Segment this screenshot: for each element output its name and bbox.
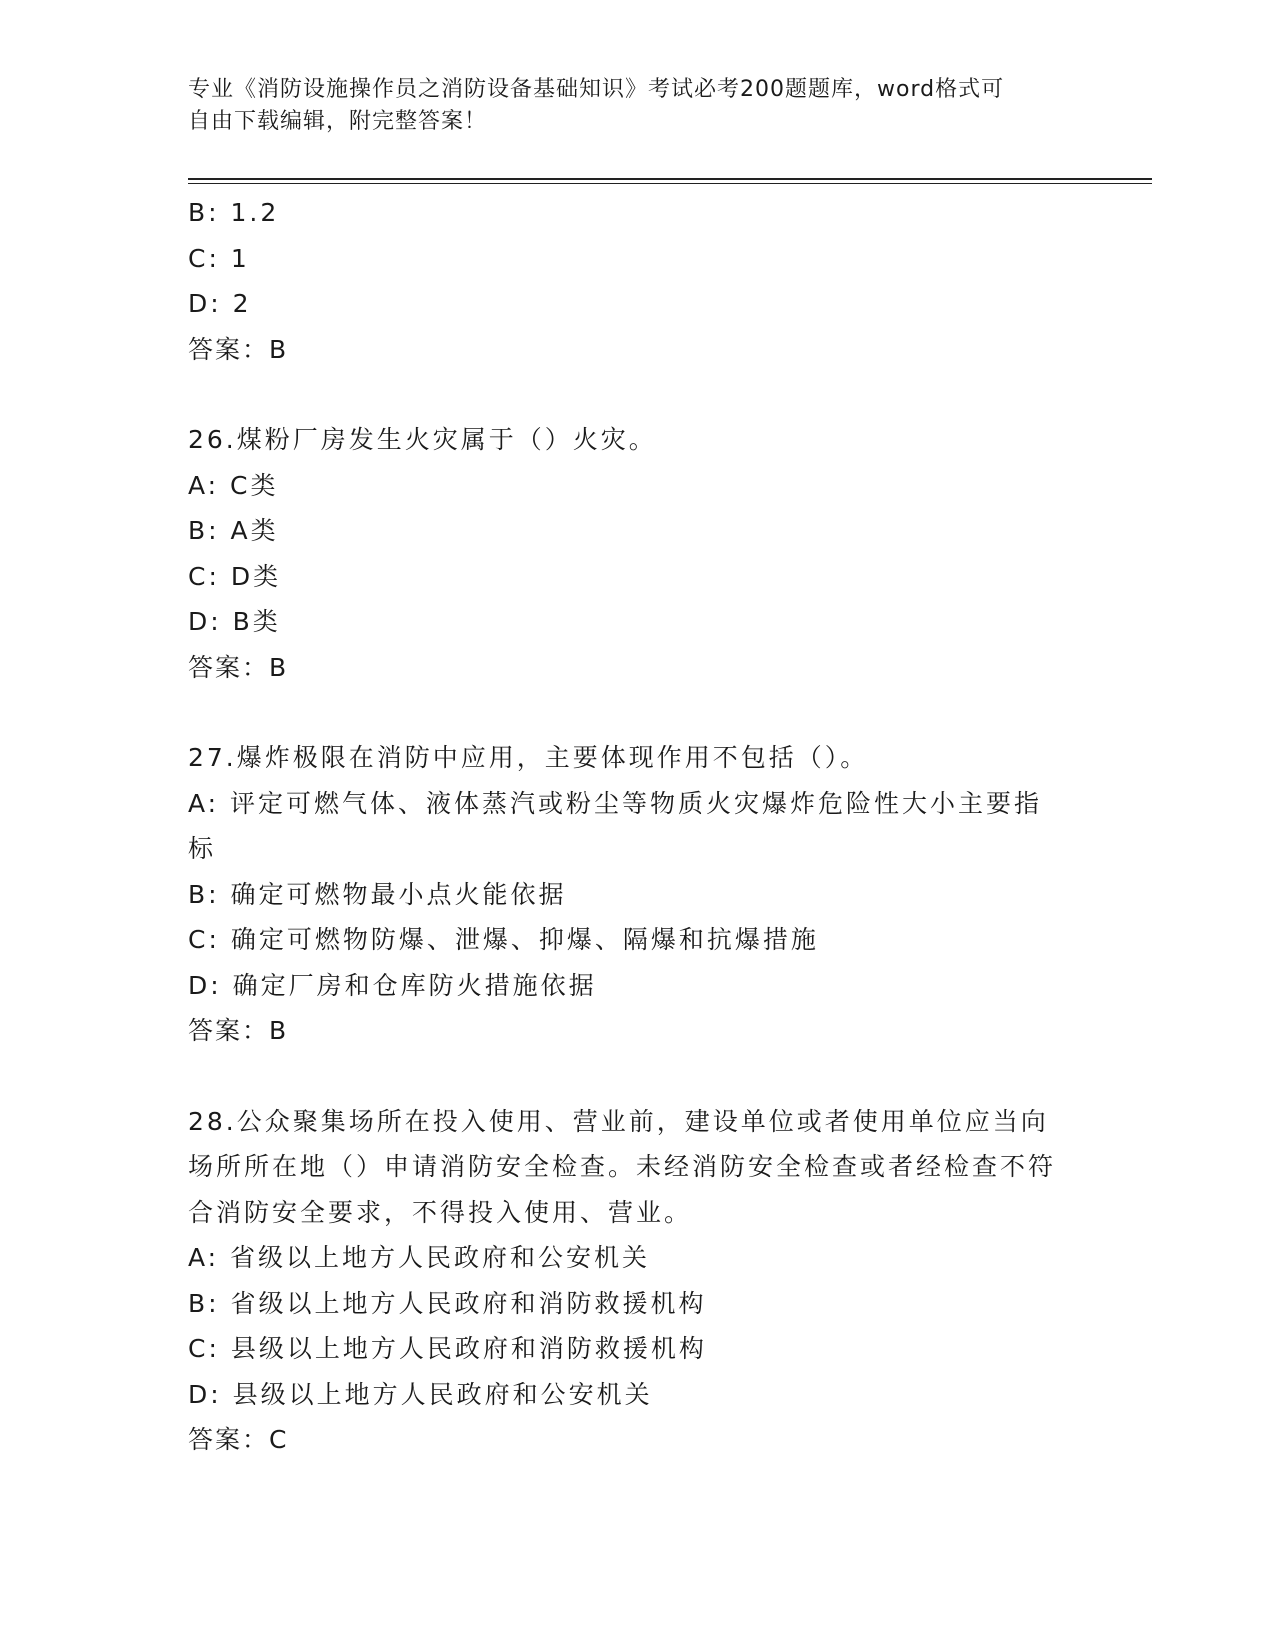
header-rule-thin — [188, 183, 1152, 184]
question-25-tail — [188, 190, 1068, 372]
option-a: A: 评定可燃气体、液体蒸汽或粉尘等物质火灾爆炸危险性大小主要指标 — [188, 788, 1043, 863]
header-line-1: 专业《消防设施操作员之消防设备基础知识》考试必考200题题库，word格式可 — [188, 77, 1005, 102]
answer: 答案：B — [188, 334, 289, 364]
option-a: A: C类 — [188, 470, 279, 500]
question-stem: 26.煤粉厂房发生火灾属于（）火灾。 — [188, 425, 657, 454]
question-27 — [188, 735, 1068, 1054]
option-d: D: B类 — [188, 607, 281, 636]
option-d: D: 2 — [188, 289, 252, 318]
question-list — [188, 190, 1068, 1463]
option-b: B: 省级以上地方人民政府和消防救援机构 — [188, 1288, 707, 1318]
option-c: C: 1 — [188, 243, 250, 273]
option-b: B: 确定可燃物最小点火能依据 — [188, 879, 567, 909]
option-c: C: 确定可燃物防爆、泄爆、抑爆、隔爆和抗爆措施 — [188, 925, 819, 954]
question-26 — [188, 417, 1068, 690]
option-c: C: 县级以上地方人民政府和消防救援机构 — [188, 1334, 707, 1363]
question-stem: 27.爆炸极限在消防中应用，主要体现作用不包括（）。 — [188, 743, 869, 772]
option-d: D: 确定厂房和仓库防火措施依据 — [188, 970, 597, 1000]
header-line-2: 自由下载编辑，附完整答案！ — [188, 109, 488, 134]
answer: 答案：C — [188, 1425, 289, 1454]
option-a: A: 省级以上地方人民政府和公安机关 — [188, 1243, 651, 1272]
answer: 答案：B — [188, 652, 289, 682]
answer: 答案：B — [188, 1016, 289, 1045]
question-stem: 28.公众聚集场所在投入使用、营业前，建设单位或者使用单位应当向场所所在地（）申请消防安全检查。未经消防安全检查或者经检查不符合消防安全要求，不得投入使用、营业。 — [188, 1106, 1057, 1227]
option-b: B: A类 — [188, 516, 279, 545]
option-d: D: 县级以上地方人民政府和公安机关 — [188, 1379, 653, 1409]
document-header — [188, 74, 1088, 138]
header-rule-thick — [188, 178, 1152, 180]
question-28 — [188, 1099, 1068, 1463]
option-b: B: 1.2 — [188, 198, 280, 227]
option-c: C: D类 — [188, 561, 282, 591]
